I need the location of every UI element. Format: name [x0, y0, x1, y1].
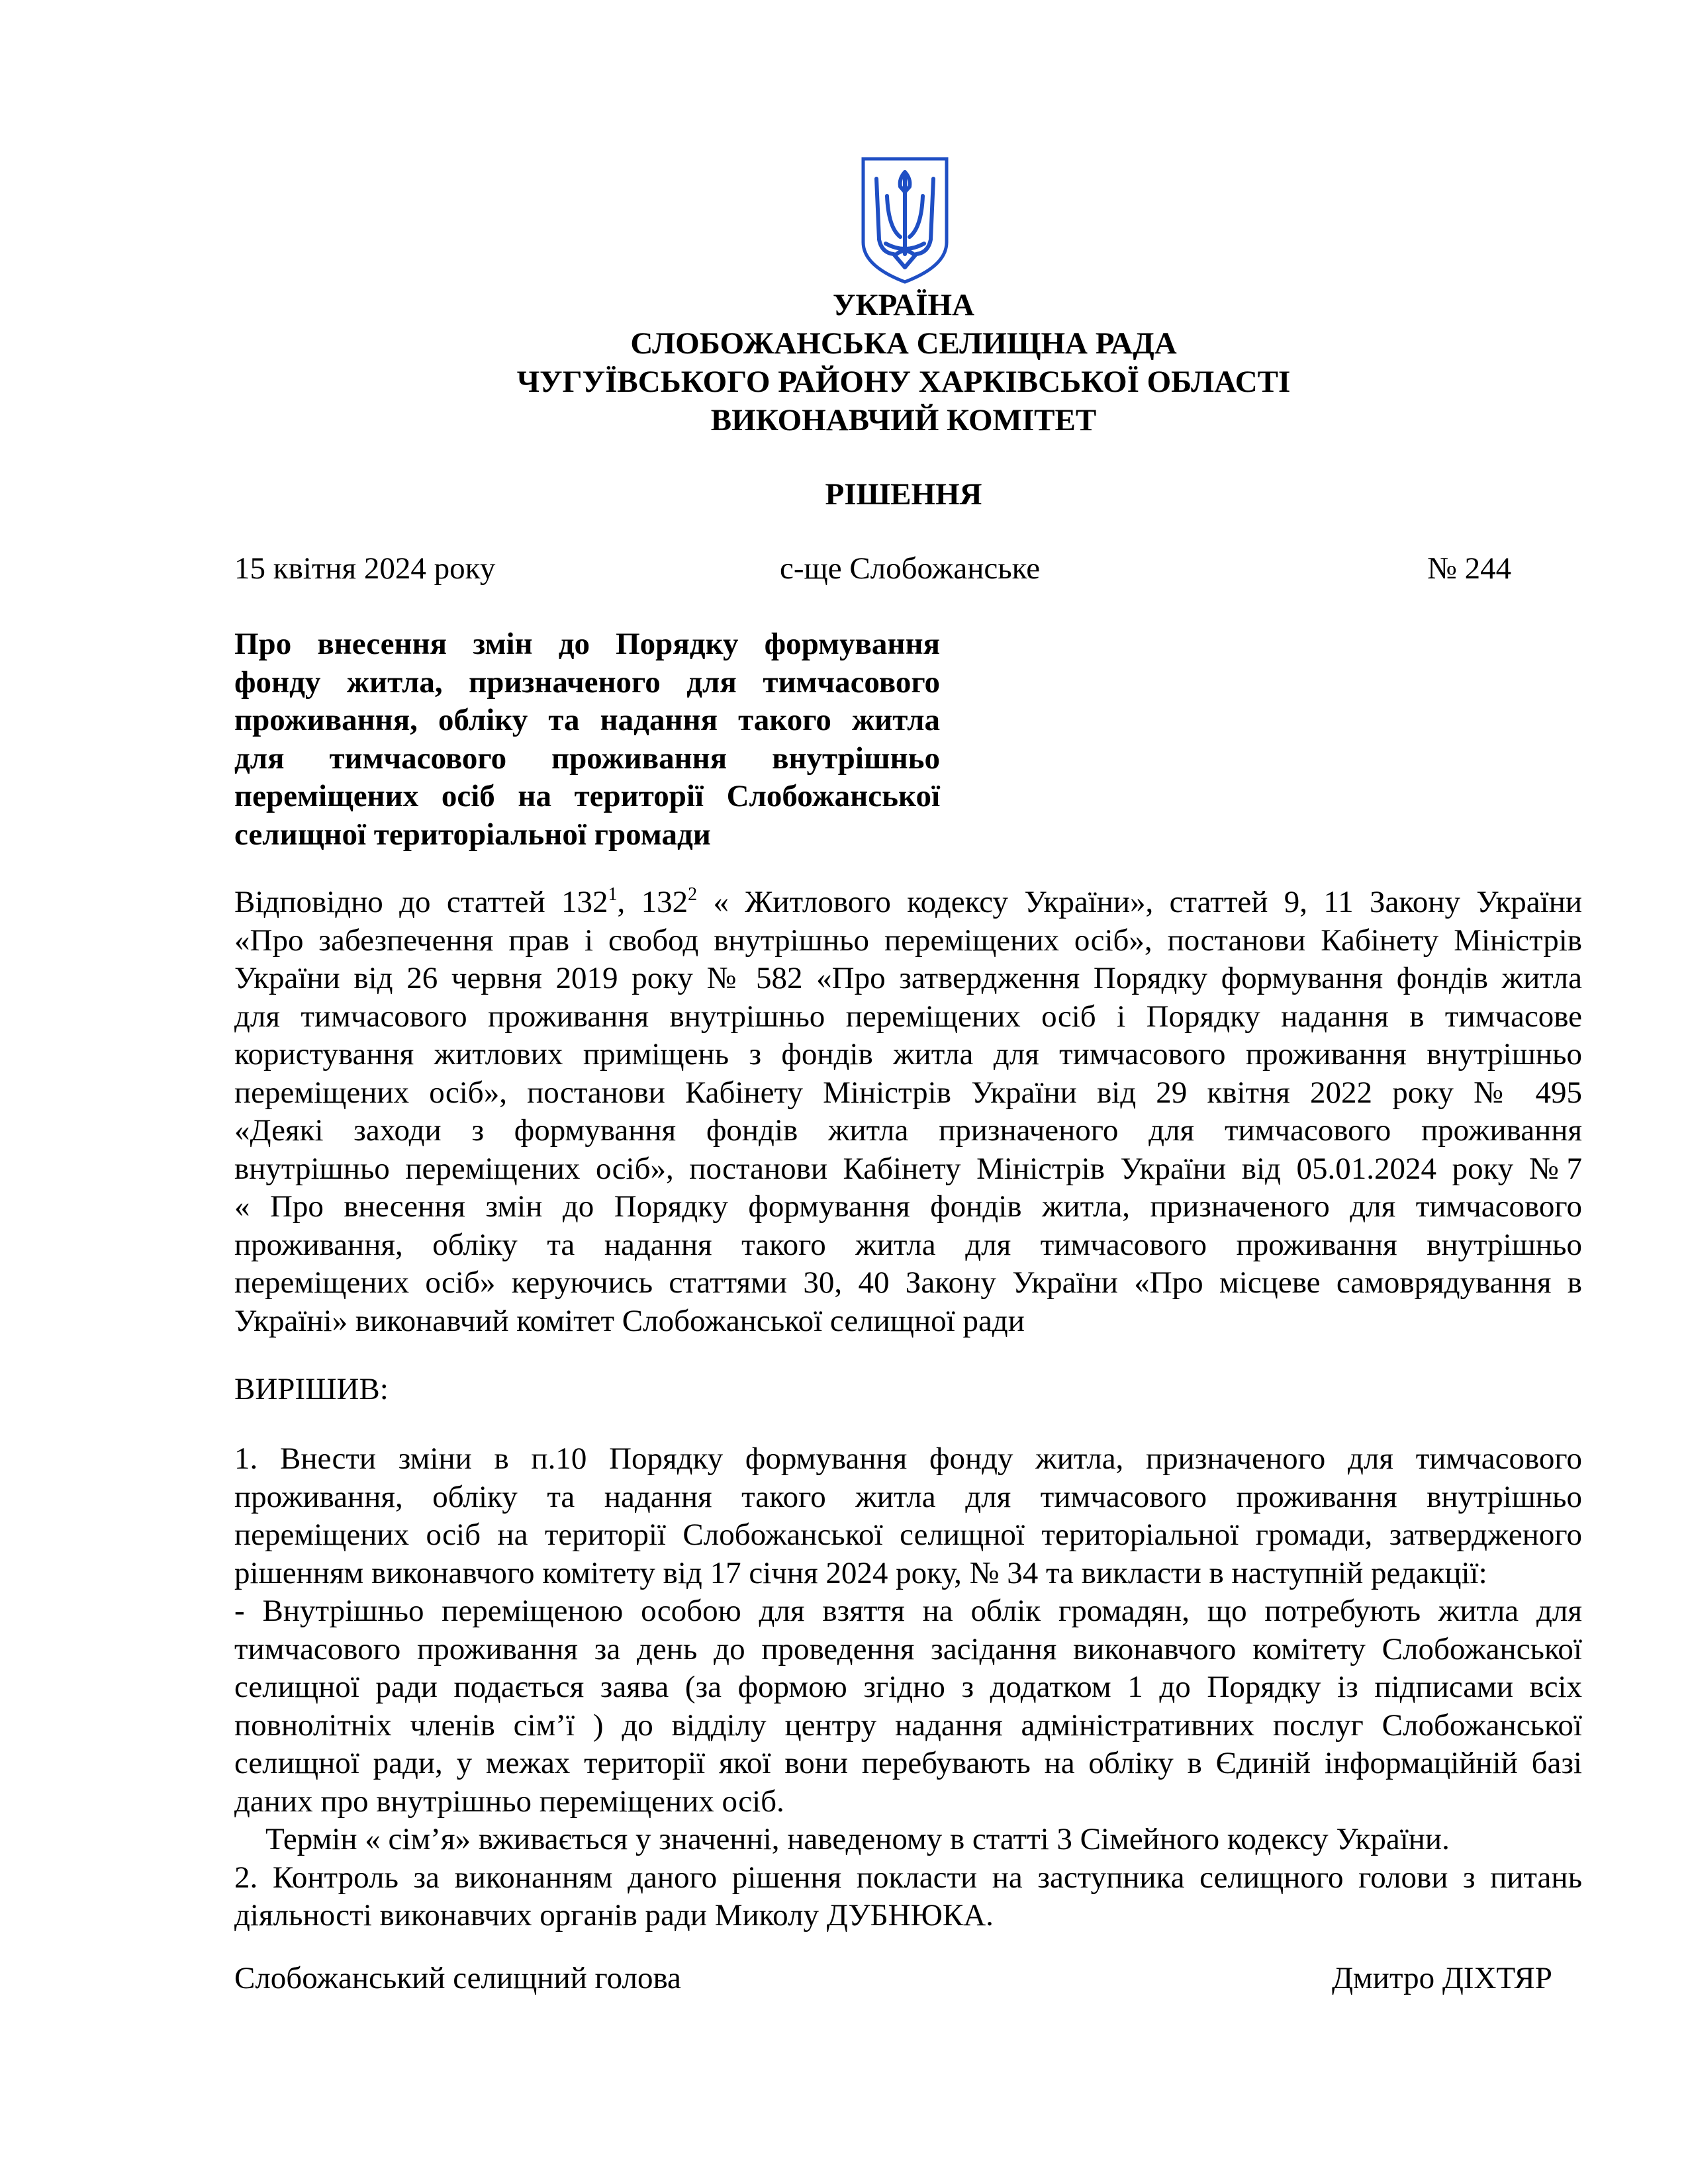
item1-line: рішенням виконавчого комітету від 17 січня 2024 року, № 34 та викласти в наступній редакції: [234, 1555, 1487, 1590]
item1-line: 1. Внести зміни в п.10 Порядку формування фонду житла, призначеного для тимчасового [234, 1441, 1582, 1476]
preamble-line: переміщених осіб» керуючись статтями 30, 40 Закону України «Про місцеве самоврядування в [234, 1265, 1582, 1300]
council-name: СЛОБОЖАНСЬКА СЕЛИЩНА РАДА [630, 326, 1177, 361]
item1-line: даних про внутрішньо переміщених осіб. [234, 1784, 784, 1819]
signatory-name: Дмитро ДІХТЯР [1332, 1961, 1552, 1995]
country-name: УКРАЇНА [832, 288, 974, 322]
decision-place: с-ще Слобожанське [780, 551, 1041, 586]
decision-date: 15 квітня 2024 року [234, 551, 496, 586]
preamble-line: Україні» виконавчий комітет Слобожанської селищної ради [234, 1303, 1025, 1338]
preamble-line: Відповідно до статтей $132^1$, $132^2$ « Житлового кодексу України», статтей 9, 11 Закону України [234, 884, 1583, 919]
item2-line: діяльності виконавчих органів ради Миколу ДУБНЮКА. [234, 1898, 994, 1933]
district-name: ЧУГУЇВСЬКОГО РАЙОНУ ХАРКІВСЬКОЇ ОБЛАСТІ [516, 365, 1291, 399]
preamble-line: користування житлових приміщень з фондів житла для тимчасового проживання внутрішньо [234, 1037, 1582, 1071]
subject-line: селищної територіальної громади [234, 817, 711, 852]
item1-line: тимчасового проживання за день до проведення засідання виконавчого комітету Слобожанської [234, 1631, 1582, 1666]
subject-line: фонду житла, призначеного для тимчасового [234, 664, 940, 700]
item1-line: проживання, обліку та надання такого житла для тимчасового проживання внутрішньо [234, 1479, 1582, 1514]
family-term-note: Термін « сім’я» вживається у значенні, наведеному в статті 3 Сімейного кодексу України. [234, 1822, 1450, 1856]
item1-line: селищної ради, у межах території якої вони перебувають на обліку в Єдиній інформаційній базі [234, 1746, 1582, 1780]
preamble-line: «Про забезпечення прав і свобод внутрішньо переміщених осіб», постанови Кабінету Міністрів [234, 923, 1582, 958]
preamble-line: внутрішньо переміщених осіб», постанови Кабінету Міністрів України від 05.01.2024 року №7 [234, 1151, 1582, 1186]
subject-line: проживання, обліку та надання такого житла [234, 703, 940, 737]
item1-line: селищної ради подається заява (за формою згідно з додатком 1 до Порядку із підписами всіх [234, 1670, 1582, 1704]
document-title: РІШЕННЯ [825, 477, 982, 512]
subject-line: Про внесення змін до Порядку формування [234, 627, 940, 661]
item1-line: переміщених осіб на території Слобожанської селищної територіальної громади, затвердженого [234, 1518, 1582, 1552]
item1-line: повнолітніх членів сім’ї ) до відділу центру надання адміністративних послуг Слобожанської [234, 1707, 1582, 1743]
preamble-line: проживання, обліку та надання такого житла для тимчасового проживання внутрішньо [234, 1227, 1582, 1262]
decided-heading: ВИРІШИВ: [234, 1372, 389, 1406]
subject-line: для тимчасового проживання внутрішньо [234, 741, 940, 776]
preamble-line: переміщених осіб», постанови Кабінету Міністрів України від 29 квітня 2022 року № 495 [234, 1075, 1582, 1110]
subject-line: переміщених осіб на території Слобожанської [234, 779, 940, 813]
decision-number: № 244 [1427, 551, 1512, 586]
preamble-line: «Деякі заходи з формування фондів житла призначеного для тимчасового проживання [234, 1113, 1582, 1148]
coat-of-arms-icon [859, 155, 951, 286]
preamble [234, 884, 1582, 1340]
preamble-line: для тимчасового проживання внутрішньо переміщених осіб і Порядку надання в тимчасове [234, 999, 1582, 1034]
preamble-line: « Про внесення змін до Порядку формування фондів житла, призначеного для тимчасового [234, 1189, 1582, 1224]
item2-line: 2. Контроль за виконанням даного рішення покласти на заступника селищного голови з питань [234, 1860, 1582, 1895]
preamble-line: України від 26 червня 2019 року № 582 «Про затвердження Порядку формування фондів житла [234, 961, 1582, 995]
decision-item-1 [234, 1440, 1582, 1935]
item1-line: - Внутрішньо переміщеною особою для взяття на облік громадян, що потребують житла для [234, 1594, 1582, 1628]
signatory-position: Слобожанський селищний голова [234, 1961, 681, 1995]
decision-subject [234, 625, 940, 854]
committee-name: ВИКОНАВЧИЙ КОМІТЕТ [710, 403, 1097, 437]
organization-header [0, 286, 1688, 439]
